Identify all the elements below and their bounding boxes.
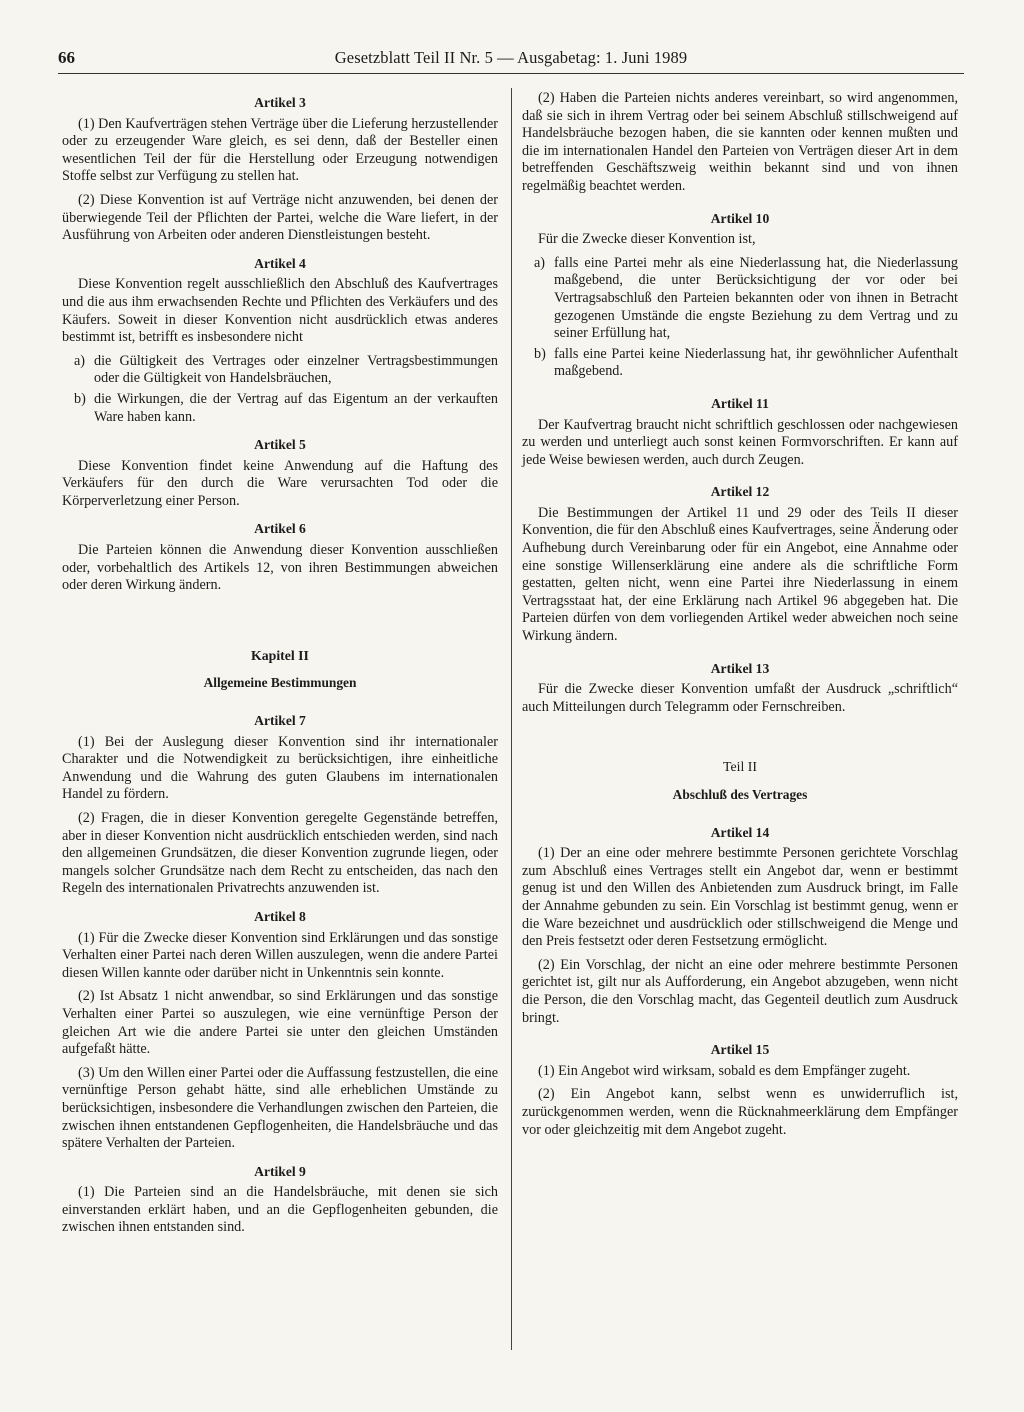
- left-column: [62, 92, 498, 1243]
- list-marker: a): [534, 254, 546, 271]
- list-item-text: falls eine Partei mehr als eine Niederlassung hat, die Niederlassung maßgebend, die unter Berücksichtigung der vor oder bei Vertragsabschluß den Parteien bekannten oder von ihnen in Betracht gezogenen Umstände die engste Beziehung zu dem Vertrag und zu seiner Erfüllung hat,: [554, 254, 958, 342]
- article-7-paragraph-1: (1) Bei der Auslegung dieser Konvention sind ihr internationaler Charakter und die Notwendigkeit zu berücksichtigen, ihre einheitliche Anwendung und die Wahrung des guten Glaubens im internationalen Handel zu fördern.: [62, 733, 498, 803]
- article-4-item-b: [74, 391, 498, 426]
- article-14-paragraph-2: (2) Ein Vorschlag, der nicht an eine oder mehrere bestimmte Personen gerichtet ist, gilt nur als Aufforderung, ein Angebot abzugeben, wenn nicht die Person, die den Vorschlag macht, das Gegenteil deutlich zum Ausdruck bringt.: [522, 956, 958, 1026]
- list-marker: b): [534, 345, 546, 362]
- page-number: 66: [58, 48, 75, 67]
- list-marker: b): [74, 390, 86, 407]
- article-11-heading: Artikel 11: [711, 395, 769, 411]
- article-8-paragraph-3: (3) Um den Willen einer Partei oder die Auffassung festzustellen, die eine vernünftige Person gehabt hätte, sind alle erheblichen Umstände zu berücksichtigen, insbesondere die Verhandlungen zwischen den Parteien, die zwischen ihnen entstandenen Gepflogenheiten, die Handelsbräuche und das spätere Verhalten der Parteien.: [62, 1064, 498, 1152]
- article-14-paragraph-1: (1) Der an eine oder mehrere bestimmte Personen gerichtete Vorschlag zum Abschluß eines Vertrages stellt ein Angebot dar, wenn er bestimmt genug ist und den Willen des Anbietenden zum Ausdruck bringt, im Falle der Annahme gebunden zu sein. Ein Vorschlag ist bestimmt genug, wenn er die Ware bezeichnet und ausdrücklich oder stillschweigend die Menge und den Preis festsetzt oder deren Festsetzung ermöglicht.: [522, 845, 958, 950]
- article-10-item-a: [534, 255, 958, 343]
- list-item-text: falls eine Partei keine Niederlassung hat, ihr gewöhnlicher Aufenthalt maßgebend.: [554, 345, 958, 380]
- article-12-heading: Artikel 12: [710, 484, 770, 500]
- article-10-paragraph-1: Für die Zwecke dieser Konvention ist,: [538, 231, 756, 248]
- article-8-heading: Artikel 8: [254, 908, 306, 924]
- article-13-paragraph-1: Für die Zwecke dieser Konvention umfaßt der Ausdruck „schriftlich“ auch Mitteilungen durch Telegramm oder Fernschreiben.: [522, 681, 958, 715]
- article-14-heading: Artikel 14: [710, 824, 770, 840]
- article-3-paragraph-2: (2) Diese Konvention ist auf Verträge nicht anzuwenden, bei denen der überwiegende Teil der Pflichten der Partei, welche die Ware liefert, in der Ausführung von Arbeiten oder anderen Dienstleistungen besteht.: [62, 191, 498, 244]
- article-15-paragraph-1: (1) Ein Angebot wird wirksam, sobald es dem Empfänger zugeht.: [538, 1062, 911, 1079]
- list-item-text: die Gültigkeit des Vertrages oder einzelner Vertragsbestimmungen oder die Gültigkeit von Handelsbräuchen,: [94, 352, 498, 387]
- article-3-paragraph-1: (1) Den Kaufverträgen stehen Verträge über die Lieferung herzustellender oder zu erzeugender Ware gleich, es sei denn, daß der Besteller einen wesentlichen Teil der für die Herstellung oder Erzeugung notwendigen Stoffe selbst zur Verfügung zu stellen hat.: [62, 115, 498, 185]
- article-7-heading: Artikel 7: [254, 713, 306, 729]
- article-10-heading: Artikel 10: [710, 210, 770, 226]
- article-11-paragraph-1: Der Kaufvertrag braucht nicht schriftlich geschlossen oder nachgewiesen zu werden und unterliegt auch sonst keinen Formvorschriften. Er kann auf jede Weise bewiesen werden, auch durch Zeugen.: [522, 416, 958, 468]
- article-6-paragraph-1: Die Parteien können die Anwendung dieser Konvention ausschließen oder, vorbehaltlich des Artikels 12, von ihren Bestimmungen abweichen oder deren Wirkung ändern.: [62, 542, 498, 594]
- article-4-paragraph-1: Diese Konvention regelt ausschließlich den Abschluß des Kaufvertrages und die aus ihm erwachsenden Rechte und Pflichten des Verkäufers und des Käufers. Soweit in dieser Konvention nicht ausdrücklich etwas anderes bestimmt ist, betrifft es insbesondere nicht: [62, 276, 498, 346]
- article-9-paragraph-1: (1) Die Parteien sind an die Handelsbräuche, mit denen sie sich einverstanden erklärt haben, und an die Gepflogenheiten gebunden, die zwischen ihnen entstanden sind.: [62, 1184, 498, 1236]
- article-8-paragraph-2: (2) Ist Absatz 1 nicht anwendbar, so sind Erklärungen und das sonstige Verhalten einer Partei so auszulegen, wie eine vernünftige Person der gleichen Art wie die andere Partei sie unter den gleichen Umständen aufgefaßt hätte.: [62, 988, 498, 1058]
- right-column: [522, 90, 958, 1145]
- article-5-paragraph-1: Diese Konvention findet keine Anwendung auf die Haftung des Verkäufers für den durch die Ware verursachten Tod oder die Körperverletzung einer Person.: [62, 457, 498, 509]
- article-4-item-a: [74, 353, 498, 388]
- article-10-item-b: [534, 346, 958, 381]
- article-8-paragraph-1: (1) Für die Zwecke dieser Konvention sind Erklärungen und das sonstige Verhalten einer Partei nach deren Willen auszulegen, wenn die andere Partei diesen Willen kannte oder darüber nicht in Unkenntnis sein konnte.: [62, 929, 498, 981]
- article-12-paragraph-1: Die Bestimmungen der Artikel 11 und 29 oder des Teils II dieser Konvention, die für den Abschluß eines Kaufvertrages, seine Änderung oder Aufhebung durch Vereinbarung oder für ein Angebot, eine Annahme oder eine sonstige Willenserklärung eine andere als die schriftliche Form gestatten, gelten nicht, wenn eine Partei ihre Niederlassung in einem Vertragsstaat hat, der eine Erklärung nach Artikel 96 abgegeben hat. Die Parteien dürfen von dem vorliegenden Artikel weder abweichen noch seine Wirkung ändern.: [522, 504, 958, 645]
- article-4-heading: Artikel 4: [254, 255, 306, 271]
- article-15-heading: Artikel 15: [710, 1042, 770, 1058]
- column-divider: [511, 88, 512, 1350]
- article-5-heading: Artikel 5: [254, 437, 306, 453]
- list-marker: a): [74, 352, 86, 369]
- page-header-title: Gesetzblatt Teil II Nr. 5 — Ausgabetag: 1. Juni 1989: [334, 48, 688, 67]
- chapter-heading: Kapitel II: [251, 647, 309, 663]
- article-7-paragraph-2: (2) Fragen, die in dieser Konvention geregelte Gegenstände betreffen, aber in dieser Konvention nicht ausdrücklich entschieden werden, sind nach den allgemeinen Grundsätzen, die dieser Konvention zugrunde liegen, oder mangels solcher Grundsätze nach dem Recht zu entscheiden, das nach den Regeln des internationalen Privatrechts anzuwenden ist.: [62, 810, 498, 897]
- list-item-text: die Wirkungen, die der Vertrag auf das Eigentum an der verkauften Ware haben kann.: [94, 390, 498, 425]
- chapter-subheading: Allgemeine Bestimmungen: [203, 675, 357, 691]
- header-rule: [58, 73, 964, 74]
- article-3-heading: Artikel 3: [254, 95, 306, 110]
- article-15-paragraph-2: (2) Ein Angebot kann, selbst wenn es unwiderruflich ist, zurückgenommen werden, wenn die Rücknahmeerklärung dem Empfänger vor oder gleichzeitig mit dem Angebot zugeht.: [522, 1086, 958, 1138]
- article-9-heading: Artikel 9: [254, 1163, 306, 1179]
- article-9-paragraph-2: (2) Haben die Parteien nichts anderes vereinbart, so wird angenommen, daß sie sich in ihrem Vertrag oder bei seinem Abschluß stillschweigend auf Handelsbräuche bezogen haben, die sie kannten oder kennen mußten und die im internationalen Handel den Parteien von Verträgen dieser Art in dem betreffenden Geschäftszweig weithin bekannt sind und von ihnen regelmäßig beachtet werden.: [522, 90, 958, 194]
- article-13-heading: Artikel 13: [710, 660, 770, 676]
- page-header: [58, 46, 964, 74]
- part-heading: Teil II: [723, 759, 757, 775]
- part-subheading: Abschluß des Vertrages: [672, 787, 808, 802]
- article-6-heading: Artikel 6: [254, 521, 306, 537]
